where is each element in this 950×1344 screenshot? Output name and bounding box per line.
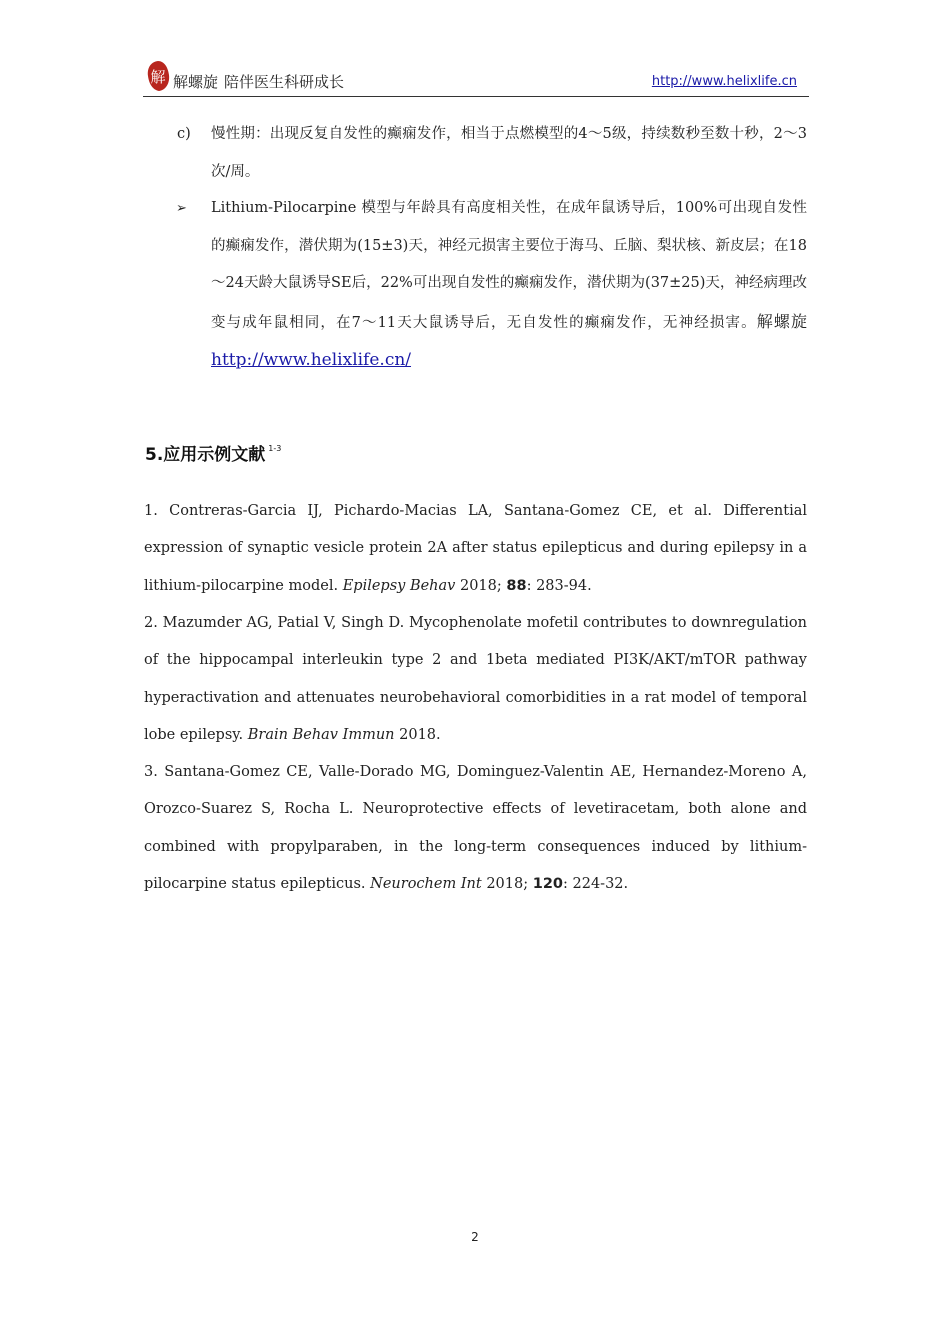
reference-text: 1. Contreras-Garcia IJ, Pichardo-Macias LA, Santana-Gomez CE, et al. Differential expression of synaptic vesicle protein 2A after status epilepticus and during epilepsy in a lithium-pilocarpine model. [144, 503, 807, 594]
reference-volume: 120 [532, 876, 564, 893]
lithium-pilocarpine-item [176, 190, 807, 381]
page-number: 2 [471, 1230, 479, 1244]
reference-item [144, 493, 807, 605]
reference-year: 2018. [394, 727, 441, 744]
reference-year: 2018; [481, 876, 533, 893]
section-heading [145, 440, 281, 465]
reference-volume: 88 [506, 577, 527, 594]
reference-year: 2018; [455, 577, 507, 594]
chronic-phase-item [177, 116, 807, 191]
helix-seal-logo-icon [145, 60, 171, 92]
header-site-link[interactable]: http://www.helixlife.cn [651, 74, 797, 89]
reference-journal: Neurochem Int [370, 876, 482, 893]
reference-pages: : 283-94. [526, 577, 592, 594]
brand-name: 解螺旋 [173, 73, 219, 91]
chronic-phase-text: 慢性期：出现反复自发性的癫痫发作，相当于点燃模型的4～5级，持续数秒至数十秒，2～3次/周。 [211, 126, 807, 180]
reference-journal: Brain Behav Immun [247, 727, 395, 744]
reference-item [144, 605, 807, 755]
reference-text: 3. Santana-Gomez CE, Valle-Dorado MG, Dominguez-Valentin AE, Hernandez-Moreno A, Orozco-Suarez S, Rocha L. Neuroprotective effects of levetiracetam, both alone and combined with propylparaben, in the long-term consequences induced by lithium-pilocarpine status epilepticus. [144, 764, 807, 893]
brand-slogan: 陪伴医生科研成长 [224, 73, 345, 91]
inline-site-link[interactable]: http://www.helixlife.cn/ [211, 350, 412, 370]
lithium-pilocarpine-text: Lithium-Pilocarpine 模型与年龄具有高度相关性，在成年鼠诱导后，100%可出现自发性的癫痫发作，潜伏期为(15±3)天，神经元损害主要位于海马、丘脑、梨状核、新皮层；在18～24天龄大鼠诱导SE后，22%可出现自发性的癫痫发作，潜伏期为(37±25)天，神经病理改变与成年鼠相同，在7～11天大鼠诱导后，无自发性的癫痫发作，无神经损害。 [211, 200, 807, 331]
reference-pages: : 224-32. [563, 876, 629, 893]
section-title-text: 5.应用示例文献 [145, 445, 266, 465]
section-citation-superscript: 1-3 [268, 444, 282, 453]
brand-line [173, 71, 344, 92]
reference-text: 2. Mazumder AG, Patial V, Singh D. Mycophenolate mofetil contributes to downregulation of the hippocampal interleukin type 2 and 1beta mediated PI3K/AKT/mTOR pathway hyperactivation and attenuates neurobehavioral comorbidities in a rat model of temporal lobe epilepsy. [144, 615, 807, 744]
logo-char: 解 [150, 68, 166, 86]
reference-item [144, 754, 807, 904]
inline-brand-name: 解螺旋 [756, 311, 807, 331]
item-marker-c: c) [177, 126, 191, 142]
reference-journal: Epilepsy Behav [342, 577, 456, 594]
arrow-bullet-icon: ➢ [176, 201, 187, 216]
page-header [143, 58, 809, 97]
